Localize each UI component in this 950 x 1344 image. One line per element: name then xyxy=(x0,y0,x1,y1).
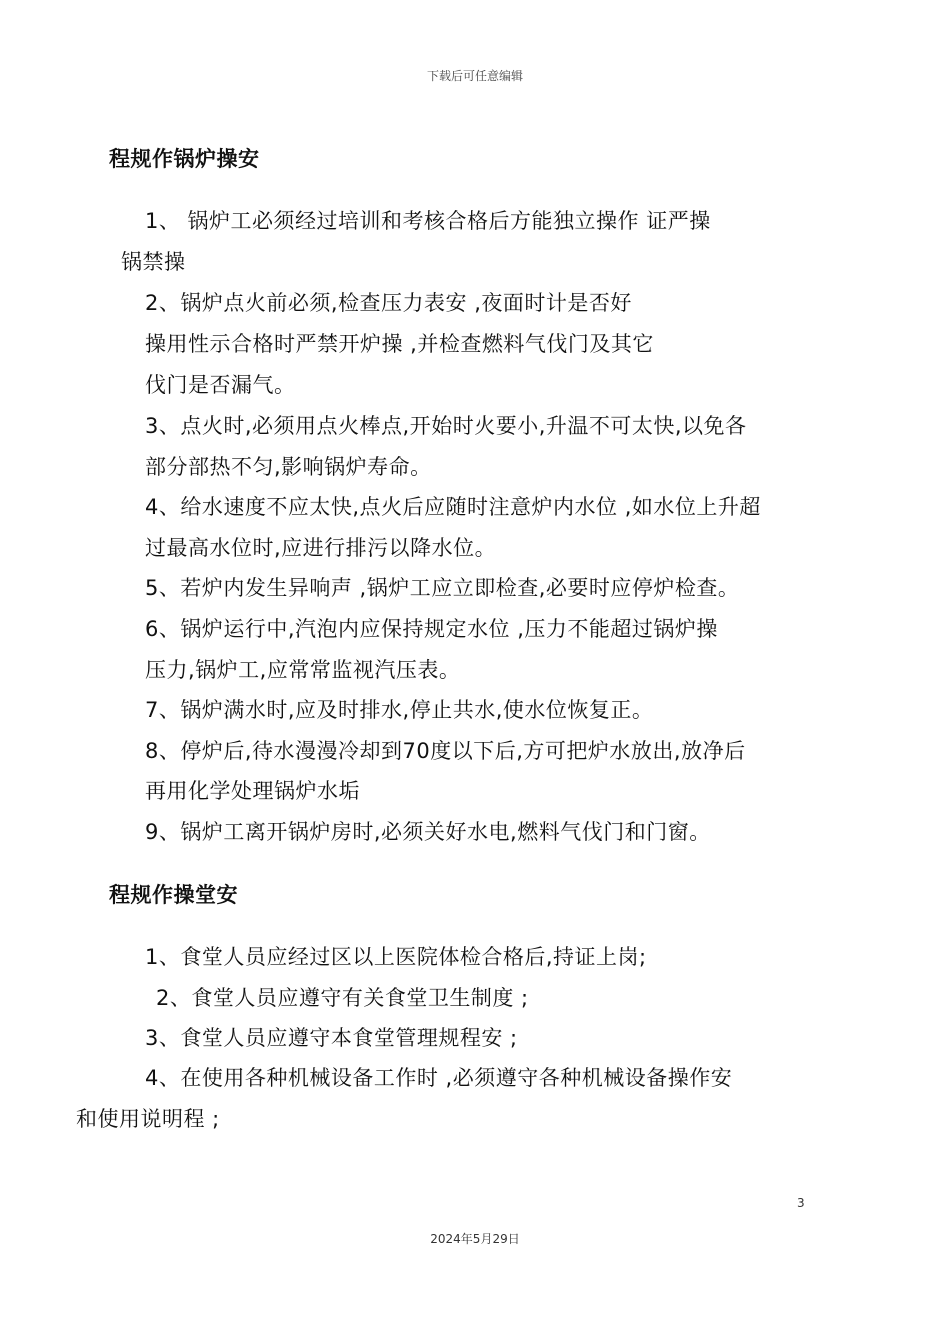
section1-title: 程规作锅炉操安 xyxy=(109,147,260,171)
section2-line: 和使用说明程 ; xyxy=(76,1107,220,1131)
section1-line: 9、锅炉工离开锅炉房时,必须关好水电,燃料气伐门和门窗。 xyxy=(145,820,711,844)
section1-line: 6、锅炉运行中,汽泡内应保持规定水位 ,压力不能超过锅炉操 xyxy=(145,617,718,641)
section1-line: 过最高水位时,应进行排污以降水位。 xyxy=(145,536,497,560)
section1-line: 1、 锅炉工必须经过培训和考核合格后方能独立操作 证严操 xyxy=(145,209,711,233)
section1-line: 再用化学处理锅炉水垢 xyxy=(145,779,360,803)
section2-title: 程规作操堂安 xyxy=(109,883,238,907)
page-number: 3 xyxy=(797,1196,805,1210)
section2-line: 3、食堂人员应遵守本食堂管理规程安 ; xyxy=(145,1026,518,1050)
section1-line: 部分部热不匀,影响锅炉寿命。 xyxy=(145,455,432,479)
footer-date: 2024年5月29日 xyxy=(430,1232,520,1246)
section1-line: 8、停炉后,待水漫漫冷却到70度以下后,方可把炉水放出,放净后 xyxy=(145,739,746,763)
page-header: 下载后可任意编辑 xyxy=(426,69,523,83)
section2-line: 4、在使用各种机械设备工作时 ,必须遵守各种机械设备操作安 xyxy=(145,1066,733,1090)
section2-line: 1、食堂人员应经过区以上医院体检合格后,持证上岗; xyxy=(145,945,647,969)
section2-line: 2、食堂人员应遵守有关食堂卫生制度 ; xyxy=(156,986,529,1010)
section1-line: 伐门是否漏气。 xyxy=(145,373,296,397)
section1-line: 操用性示合格时严禁开炉操 ,并检查燃料气伐门及其它 xyxy=(145,332,654,356)
section1-line: 4、给水速度不应太快,点火后应随时注意炉内水位 ,如水位上升超 xyxy=(145,495,761,519)
section1-line: 7、锅炉满水时,应及时排水,停止共水,使水位恢复正。 xyxy=(145,698,654,722)
section1-line: 5、若炉内发生异响声 ,锅炉工应立即检查,必要时应停炉检查。 xyxy=(145,576,740,600)
section1-line: 锅禁操 xyxy=(121,250,186,274)
section1-line: 3、点火时,必须用点火棒点,开始时火要小,升温不可太快,以免各 xyxy=(145,414,747,438)
section1-line: 压力,锅炉工,应常常监视汽压表。 xyxy=(145,658,461,682)
section1-line: 2、锅炉点火前必须,检查压力表安 ,夜面时计是否好 xyxy=(145,291,632,315)
